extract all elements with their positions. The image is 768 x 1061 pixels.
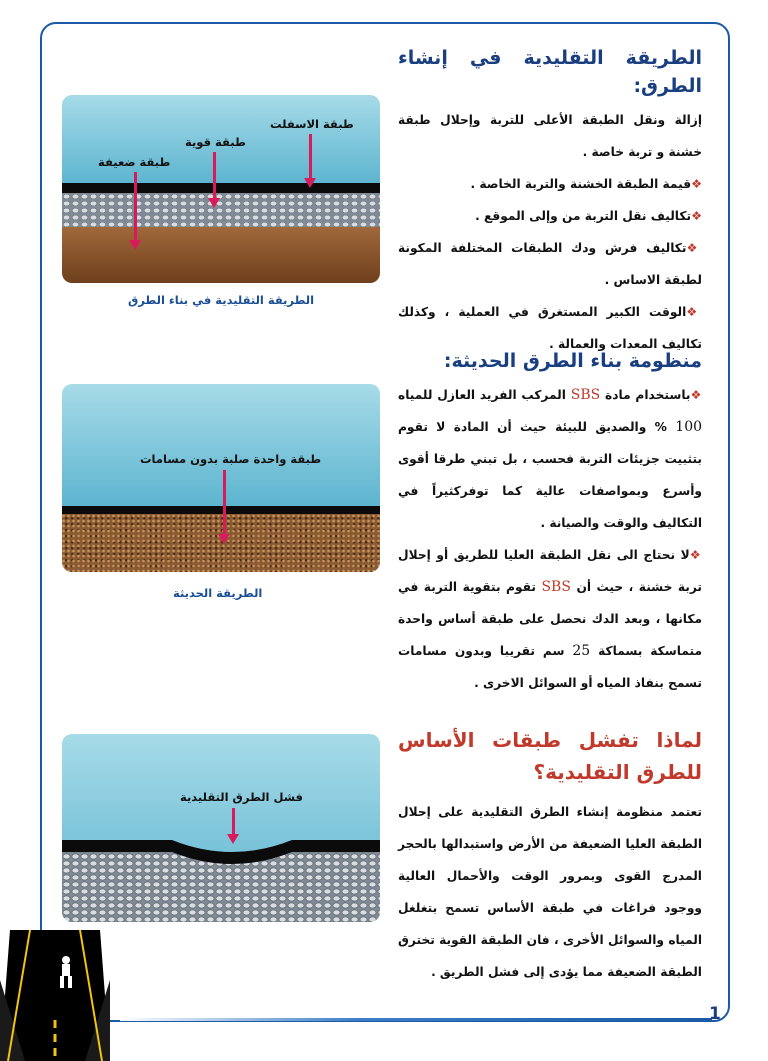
section-modern-title: منظومة بناء الطرق الحديثة: (443, 350, 702, 372)
failure-layers-drawing (62, 734, 380, 922)
section-traditional (398, 44, 702, 360)
bullet-icon: ❖ (691, 209, 702, 223)
label-strong-layer: طبقة قوية (185, 135, 246, 149)
sbs-term: SBS (541, 579, 571, 595)
bullet-text: تكاليف فرش ودك الطبقات المختلفة المكونة لطبقة الاساس . (398, 241, 702, 287)
bullet-icon: ❖ (686, 305, 702, 319)
arrow-down-icon (134, 172, 137, 242)
sbs-term: SBS (570, 387, 601, 403)
caption-modern: الطريقة الحديثة (173, 586, 263, 600)
section-failure-title: لماذا تفشل طبقات الأساس للطرق التقليدية؟ (398, 728, 702, 784)
thickness-value: 25 (572, 643, 591, 659)
bullet-item: ❖باستخدام مادة SBS المركب الفريد العازل للمياه 100 % والصديق للبيئة حيث أن المادة لا تقوم بتثبيت جزيئات التربة فحسب ، بل تبني طرقا أقوى وأسرع وبمواصفات عالية كما توفركثيراً في التكاليف والوقت والصيانة . (398, 387, 703, 530)
label-road-failure: فشل الطرق التقليدية (180, 790, 303, 804)
figure-road-failure (62, 734, 380, 922)
bullet-item (398, 168, 702, 200)
arrow-down-icon (232, 808, 235, 836)
arrow-down-icon (223, 470, 226, 536)
label-asphalt: طبقة الاسفلت (270, 117, 354, 131)
page-number: 1 (709, 1004, 721, 1024)
section-failure-body: تعتمد منظومة إنشاء الطرق التقليدية على إحلال الطبقة العليا الضعيفة من الأرض واستبدالها بالحجر المدرج القوى وبمرور الوقت والأحمال العالية ووجود فراغات في طبقة الأساس تسمح بتغلغل المياه والسوائل الأخرى ، فان الطبقة القوية تخترق الطبقة الضعيفة مما يؤدى إلى فشل الطريق . (398, 805, 702, 979)
bullet-icon: ❖ (691, 177, 702, 191)
section-traditional-intro: إزالة ونقل الطبقة الأعلى للتربة وإحلال طبقة خشنة و تربة خاصة . (398, 113, 702, 159)
label-solid-layer: طبقة واحدة صلبة بدون مسامات (140, 452, 322, 466)
label-weak-layer: طبقة ضعيفة (98, 155, 171, 169)
bullet-icon: ❖ (689, 548, 702, 562)
section-modern (398, 347, 702, 699)
bullet-icon: ❖ (690, 388, 702, 402)
bullet-icon: ❖ (686, 241, 702, 255)
arrow-down-icon (309, 134, 312, 180)
bullet-item: ❖لا نحتاج الى نقل الطبقة العليا للطريق أو إحلال تربة خشنة ، حيث أن SBS تقوم بتقوية التربة في مكانها ، وبعد الدك نحصل على طبقة أساس واحدة متماسكة بسماكة 25 سم تقريبا وبدون مسامات تسمح بنفاذ المياه أو السوائل الاخرى . (398, 548, 703, 690)
bullet-text: قيمة الطبقة الخشنة والتربة الخاصة . (470, 177, 692, 191)
bullet-item (398, 200, 702, 232)
caption-traditional: الطريقة التقليدية في بناء الطرق (128, 293, 315, 307)
percent-value: 100 (675, 419, 703, 435)
road-illustration-icon (0, 930, 110, 1061)
section-traditional-title: الطريقة التقليدية في إنشاء الطرق: (398, 47, 702, 97)
footer-line (120, 1018, 712, 1021)
bullet-item (398, 232, 702, 296)
section-failure (398, 724, 702, 988)
bullet-text: تكاليف نقل التربة من وإلى الموقع . (475, 209, 692, 223)
arrow-down-icon (213, 152, 216, 200)
bullet-text: الوقت الكبير المستغرق في العملية ، وكذلك تكاليف المعدات والعمالة . (398, 305, 702, 351)
